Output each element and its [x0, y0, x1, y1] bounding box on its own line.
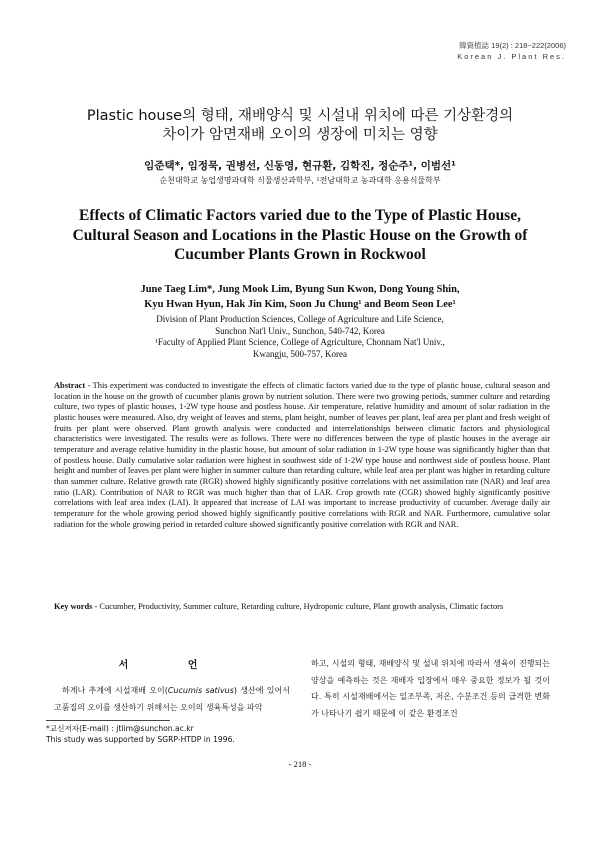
- abstract-text: - This experiment was conducted to investigate the effects of climatic factors varied due to the type of plastic house, cultural season and location in the house on the growth of cucumber plants grown by nutrient solution. There were two growing periods, summer culture and retarding culture, two types of plastic houses, 1-2W type house and postless house. Air temperature, relative humidity and amount of solar radiation in the plastic houses were measured. Also, dry weight of leaves and stems, plant height, number of leaves per plant, leaf area per plant and fresh weight of fruits per plant were observed. Plant growth analysis were conducted and interrelationships between climatic factors and physiological characteristics were investigated. The results were as follows. There were no differences between the type of plastic houses in the average air temperature and average relative humidity in the plastic house, but amount of solar radiation in 1-2W type house was significantly higher than that of postless house. Daily cumulative solar radiation were highest in southwest side of 1-2W type house and northwest side of postless house. Plant height and number of leaves per plant were higher in summer culture than retarding culture, while leaf area per plant was higher in retarding culture than summer culture. Relative growth rate (RGR) showed highly significantly positive correlations with net assimilation rate (NAR) and leaf area ratio (LAR). Contribution of NAR to RGR was much higher than that of LAR. Crop growth rate (CGR) showed highly significantly positive correlations with leaf area index (LAI). It appeared that increase of LAI was important to increase productivity of cucumber. Average daily air temperature for the whole growing period showed highly significantly positive correlations with RGR and NAR. Furthermore, cumulative solar radiation for the whole growing period in retarded culture showed significantly positive correlation with RGR and NAR.: [54, 381, 550, 529]
- intro-text: 하계나 추계에 시설재배 오이(: [62, 686, 168, 695]
- affiliation-line: Division of Plant Production Sciences, College of Agriculture and Life Science,: [156, 314, 444, 324]
- english-affiliation: [30, 314, 570, 360]
- keywords: [54, 601, 550, 612]
- english-title-line: Cucumber Plants Grown in Rockwool: [174, 246, 426, 263]
- affiliation-line: ¹Faculty of Applied Plant Science, College of Agriculture, Chonnam Nat'l Univ.,: [155, 337, 445, 347]
- journal-citation: 韓資植誌 19(2) : 218~222(2006): [459, 41, 566, 50]
- korean-title-line: Plastic house의 형태, 재배양식 및 시설내 위치에 따른 기상환경의: [86, 108, 514, 124]
- species-name: Cucumis sativus: [167, 686, 234, 695]
- intro-text: ) 생산에 있어서 고품질의 오이를 생산하기 위해서는 오이의 생육특성을 파악: [54, 686, 290, 712]
- abstract: [54, 381, 550, 530]
- english-authors: [30, 282, 570, 312]
- page-number: - 218 -: [288, 759, 312, 769]
- english-title-line: Effects of Climatic Factors varied due to the Type of Plastic House,: [79, 207, 521, 224]
- english-title: [30, 206, 570, 265]
- korean-affiliation: 순천대학교 농업생명과대학 식물생산과학부, ¹전남대학교 농과대학 응용식물학부: [159, 176, 441, 185]
- english-title-line: Cultural Season and Locations in the Plastic House on the Growth of: [72, 226, 528, 244]
- abstract-label: Abstract: [54, 381, 86, 390]
- affiliation-line: Sunchon Nat'l Univ., Sunchon, 540-742, Korea: [215, 325, 385, 336]
- footnote-funding: This study was supported by SGRP-HTDP in 1996.: [46, 735, 235, 744]
- footnote-corresponding-author: *교신저자(E-mail) : jtlim@sunchon.ac.kr: [46, 724, 194, 733]
- footnote-divider: [46, 720, 170, 721]
- intro-column-left: [54, 683, 290, 716]
- journal-header: [457, 40, 566, 62]
- korean-title: [40, 107, 560, 145]
- section-heading-intro: 서 언: [118, 660, 226, 671]
- keywords-text: - Cucumber, Productivity, Summer culture, Retarding culture, Hydroponic culture, Plant growth analysis, Climatic factors: [92, 602, 504, 611]
- keywords-label: Key words: [54, 602, 93, 611]
- english-authors-line: June Taeg Lim*, Jung Mook Lim, Byung Sun Kwon, Dong Young Shin,: [140, 284, 460, 295]
- english-authors-line: Kyu Hwan Hyun, Hak Jin Kim, Soon Ju Chung¹ and Beom Seon Lee¹: [144, 299, 456, 310]
- korean-title-line: 차이가 암면재배 오이의 생장에 미치는 영향: [162, 127, 438, 143]
- korean-authors: 임준택*, 임정묵, 권병선, 신동영, 현규환, 김학진, 정순주¹, 이범선¹: [144, 160, 456, 172]
- intro-column-right: 하고, 시설의 형태, 재배양식 및 설내 위치에 따라서 생육이 진행되는 양상을 예측하는 것은 재배자 입장에서 매우 중요한 정보가 될 것이다. 특히 시설재배에서는 일조부족, 저온, 수분조건 등의 급격한 변화가 나타나기 쉽기 때문에 이 같은 환경조건: [311, 659, 550, 718]
- journal-name: Korean J. Plant Res.: [457, 52, 566, 61]
- affiliation-line: Kwangju, 500-757, Korea: [253, 348, 347, 359]
